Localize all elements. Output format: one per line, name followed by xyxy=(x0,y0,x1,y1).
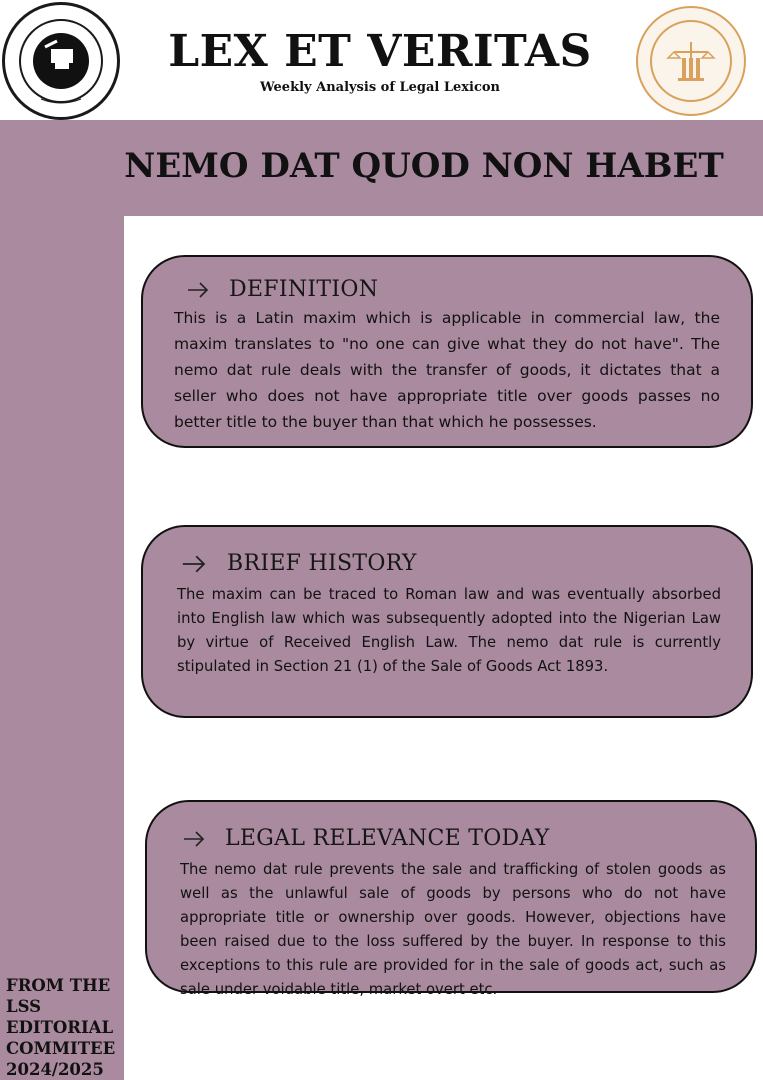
topic-title: NEMO DAT QUOD NON HABET xyxy=(124,146,724,186)
section-card-brief-history xyxy=(141,525,753,718)
masthead-title: LEX ET VERITAS xyxy=(168,26,592,77)
section-heading: LEGAL RELEVANCE TODAY xyxy=(225,826,550,851)
section-body: The maxim can be traced to Roman law and was eventually absorbed into English law which was subsequently adopted into the Nigerian Law by virtue of Received English Law. The nemo dat rule is currently stipulated in Section 21 (1) of the Sale of Goods Act 1893. xyxy=(177,586,721,675)
credit-line: COMMITEE xyxy=(6,1039,116,1058)
arrow-right-icon xyxy=(183,830,205,848)
section-heading: DEFINITION xyxy=(229,277,379,302)
section-heading-row xyxy=(183,826,550,851)
masthead-subtitle: Weekly Analysis of Legal Lexicon xyxy=(260,80,500,95)
masthead xyxy=(0,0,763,120)
editorial-credit xyxy=(6,975,124,1080)
section-body: This is a Latin maxim which is applicable in commercial law, the maxim translates to "no one can give what they do not have". The nemo dat rule deals with the transfer of goods, it dictates that a seller who does not have appropriate title over goods passes no better title to the buyer than that which he possesses. xyxy=(174,309,720,431)
sidebar-band xyxy=(0,120,124,1080)
section-heading: BRIEF HISTORY xyxy=(227,551,417,576)
credit-line: LSS xyxy=(6,997,42,1016)
section-card-legal-relevance xyxy=(145,800,757,998)
arrow-right-icon xyxy=(181,554,207,574)
section-heading-row xyxy=(181,551,417,576)
credit-line: EDITORIAL xyxy=(6,1018,114,1037)
society-seal-icon xyxy=(2,2,120,120)
credit-line: FROM THE xyxy=(6,976,111,995)
arrow-right-icon xyxy=(187,281,209,299)
section-body: The nemo dat rule prevents the sale and trafficking of stolen goods as well as the unlawful sale of goods by persons who do not have appropriate title or ownership over goods. However, objections have been raised due to the loss suffered by the buyer. In response to this exceptions to this rule are provided for in the sale of goods act, such as sale under voidable title, market overt etc. xyxy=(180,861,726,998)
credit-line: 2024/2025 xyxy=(6,1060,104,1079)
section-card-definition xyxy=(141,255,753,448)
section-heading-row xyxy=(187,277,378,302)
law-review-seal-icon xyxy=(636,6,746,116)
